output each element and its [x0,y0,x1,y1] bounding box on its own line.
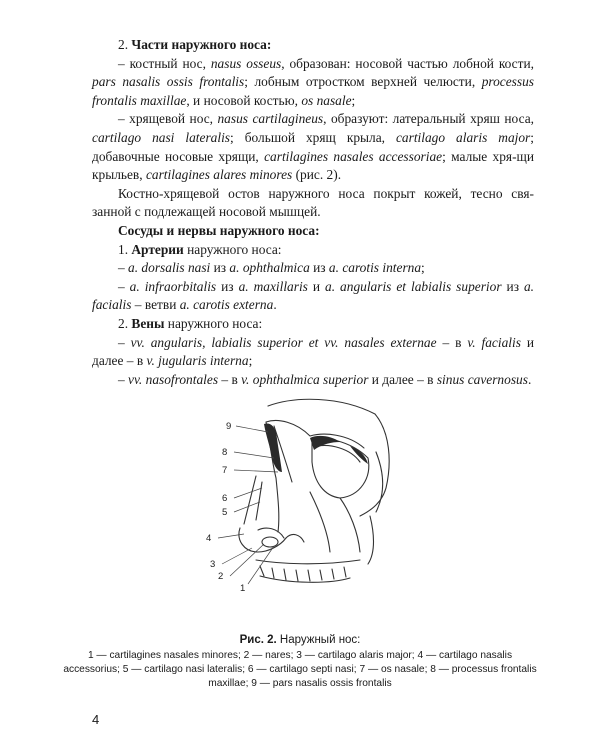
page-number: 4 [92,712,100,727]
figure-label-8: 8 [222,447,228,458]
figure-label-6: 6 [222,493,228,504]
arteries-heading: 1. Артерии наружного носа: [118,241,282,257]
paragraph-cartilaginous-nose: – хрящевой нос, nasus cartilagineus, образуют: латеральный хряш носа, cartilago nasi lateralis; большой хрящ крыла, cartilago alaris major; добавочные носовые хрящи, cartilagines nasales accessoriae; малые хря-щи крыльев, cartilagines alares minores (рис. 2). [92,111,535,183]
heading-vessels-nerves: Сосуды и нервы наружного носа: [118,222,320,238]
vein-item-angularis: – vv. angularis, labialis superior et vv. nasales externae – в v. facialis и далее – в v. jugularis interna; [92,334,535,369]
figure-label-7: 7 [222,465,228,476]
paragraph-bony-nose: – костный нос, nasus osseus, образован: носовой частью лобной кости, pars nasalis ossis frontalis; лобным отростком верхней челюсти, processus frontalis maxillae, и носовой костью, os nasale; [92,55,535,108]
artery-item-infraorbitalis: – a. infraorbitalis из a. maxillaris и a. angularis et labialis superior из a. facialis – ветви a. carotis externa. [92,278,535,313]
figure-label-3: 3 [210,559,216,570]
caption-title: Рис. 2. Наружный нос: [239,634,361,646]
figure-label-9: 9 [226,421,232,432]
heading-parts-of-nose: Части наружного носа: [131,37,272,52]
skull-nose-drawing [200,392,400,602]
paragraph-skin: Костно-хрящевой остов наружного носа покрыт кожей, тесно свя-занной с подлежащей носовой мышцей. [92,185,534,220]
figure-caption [60,632,540,692]
figure-label-4: 4 [206,533,212,544]
section-heading-parts: 2. Части наружного носа: [118,37,272,52]
artery-item-dorsalis: – a. dorsalis nasi из a. ophthalmica из a. carotis interna; [118,260,425,276]
caption-legend: 1 — cartilagines nasales minores; 2 — nares; 3 — cartilago alaris major; 4 — cartilago nasalis accessorius; 5 — cartilago nasi lateralis; 6 — cartilago septi nasi; 7 — os nasale; 8 — processus frontalis maxillae; 9 — pars nasalis ossis frontalis [63,650,537,690]
figure-label-1: 1 [240,583,246,594]
figure-label-2: 2 [218,571,224,582]
veins-heading: 2. Вены наружного носа: [118,315,263,331]
vein-item-nasofrontales: – vv. nasofrontales – в v. ophthalmica superior и далее – в sinus cavernosus. [118,371,532,387]
main-text [92,36,534,389]
figure-label-5: 5 [222,507,228,518]
nose-anatomy-figure [200,392,400,602]
